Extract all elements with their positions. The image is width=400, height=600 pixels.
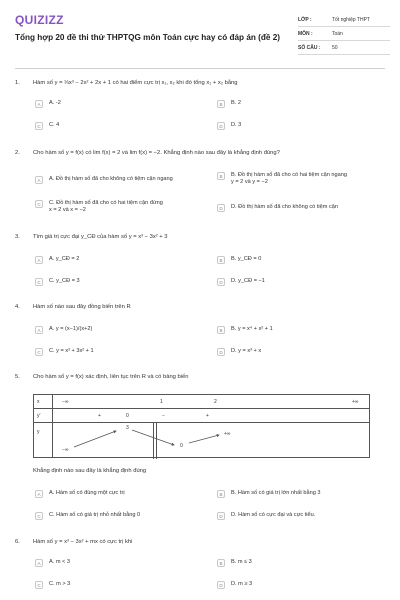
meta-key: MÔN : bbox=[298, 30, 313, 37]
option-b[interactable] bbox=[217, 256, 261, 264]
option-letter: C bbox=[35, 512, 43, 520]
option-d[interactable] bbox=[217, 278, 265, 286]
option-letter: B bbox=[217, 326, 225, 334]
option-text: C. m > 3 bbox=[49, 581, 71, 587]
option-text: A. -2 bbox=[49, 100, 61, 106]
table-y-value: +∞ bbox=[224, 431, 231, 437]
table-x-value: +∞ bbox=[352, 399, 359, 405]
option-text: D. y = x³ + x bbox=[231, 348, 262, 354]
question-text: Hàm số y = x³ − 3x² + mx có cực trị khi bbox=[33, 539, 133, 545]
option-text: C. 4 bbox=[49, 122, 60, 128]
option-letter: B bbox=[217, 256, 225, 264]
question-text: Tìm giá trị cực đại y_CĐ của hàm số y = x³ − 3x² + 3 bbox=[33, 234, 168, 240]
table-y-value: −∞ bbox=[62, 447, 69, 453]
option-b[interactable] bbox=[217, 490, 321, 498]
option-text bbox=[231, 172, 347, 186]
option-a[interactable] bbox=[35, 100, 61, 108]
option-text: C. y = x³ + 3x² + 1 bbox=[49, 348, 94, 354]
option-text: D. y_CĐ = −1 bbox=[231, 278, 265, 284]
option-text: A. y_CĐ = 2 bbox=[49, 256, 80, 262]
arrow-increase bbox=[74, 431, 116, 447]
option-text-line: x = 2 và x = −2 bbox=[49, 207, 86, 213]
meta-table bbox=[298, 13, 390, 55]
table-sign: 0 bbox=[126, 413, 129, 419]
option-c[interactable] bbox=[35, 200, 163, 214]
table-label-x: x bbox=[37, 399, 40, 405]
option-letter: C bbox=[35, 278, 43, 286]
table-x-value: 1 bbox=[160, 399, 163, 405]
option-text: B. 2 bbox=[231, 100, 241, 106]
question-number: 1. bbox=[15, 80, 20, 86]
option-text: C. y_CĐ = 3 bbox=[49, 278, 80, 284]
meta-key: LỚP : bbox=[298, 16, 312, 23]
option-a[interactable] bbox=[35, 326, 92, 334]
option-b[interactable] bbox=[217, 100, 241, 108]
meta-value: Toán bbox=[332, 30, 343, 37]
option-d[interactable] bbox=[217, 122, 241, 130]
meta-row-count bbox=[298, 41, 390, 55]
option-text-line: C. Đồ thị hàm số đã cho có hai tiệm cận đứng bbox=[49, 200, 163, 206]
question-number: 6. bbox=[15, 539, 20, 545]
option-letter: A bbox=[35, 100, 43, 108]
option-letter: C bbox=[35, 348, 43, 356]
option-text: A. m < 3 bbox=[49, 559, 70, 565]
question-text: Hàm số y = ⅓x³ − 2x² + 2x + 1 có hai điểm cực trị x₁, x₂ khi đó tổng x₁ + x₂ bằng bbox=[33, 80, 238, 86]
question-text: Hàm số nào sau đây đồng biến trên R bbox=[33, 304, 131, 310]
option-letter: A bbox=[35, 176, 43, 184]
option-letter: D bbox=[217, 512, 225, 520]
meta-row-grade bbox=[298, 13, 390, 27]
table-y-value: 0 bbox=[180, 443, 183, 449]
option-text: A. y = (x−1)/(x+2) bbox=[49, 326, 93, 332]
arrow-increase bbox=[189, 435, 219, 443]
option-letter: D bbox=[217, 581, 225, 589]
table-sign: − bbox=[162, 413, 165, 419]
variation-arrows bbox=[34, 395, 369, 457]
option-text-line: y = 2 và y = −2 bbox=[231, 179, 268, 185]
question-text: Cho hàm số y = f(x) có lim f(x) = 2 và lim f(x) = −2. Khẳng định nào sau đây là khẳng định đúng? bbox=[33, 150, 280, 156]
question-number: 3. bbox=[15, 234, 20, 240]
meta-value: Tốt nghiệp THPT bbox=[332, 16, 370, 23]
quizizz-logo: QUIZIZZ bbox=[15, 13, 64, 27]
option-text: D. 3 bbox=[231, 122, 242, 128]
option-text: B. Hàm số có giá trị lớn nhất bằng 3 bbox=[231, 490, 321, 496]
question-number: 4. bbox=[15, 304, 20, 310]
option-b[interactable] bbox=[217, 326, 273, 334]
option-letter: B bbox=[217, 559, 225, 567]
option-text: C. Hàm số có giá trị nhỏ nhất bằng 0 bbox=[49, 512, 141, 518]
option-b[interactable] bbox=[217, 559, 252, 567]
document-title: Tổng hợp 20 đề thi thử THPTQG môn Toán cực hay có đáp án (đề 2) bbox=[15, 33, 280, 42]
option-c[interactable] bbox=[35, 512, 140, 520]
question-text: Khẳng định nào sau đây là khẳng định đúng bbox=[33, 468, 147, 474]
option-b[interactable] bbox=[217, 172, 347, 186]
option-letter: C bbox=[35, 581, 43, 589]
question-number: 2. bbox=[15, 150, 20, 156]
option-c[interactable] bbox=[35, 348, 94, 356]
option-text: B. y = x⁴ + x² + 1 bbox=[231, 326, 273, 332]
option-a[interactable] bbox=[35, 559, 70, 567]
question-text: Cho hàm số y = f(x) xác định, liên tục trên R và có bảng biến bbox=[33, 374, 189, 380]
option-letter: A bbox=[35, 559, 43, 567]
option-text: D. m ≥ 3 bbox=[231, 581, 253, 587]
option-letter: A bbox=[35, 256, 43, 264]
option-c[interactable] bbox=[35, 122, 59, 130]
option-text: D. Đồ thị hàm số đã cho không có tiệm cận bbox=[231, 204, 338, 210]
option-letter: D bbox=[217, 204, 225, 212]
option-text-line: B. Đồ thị hàm số đã cho có hai tiệm cận ngang bbox=[231, 172, 347, 178]
option-letter: A bbox=[35, 490, 43, 498]
option-a[interactable] bbox=[35, 176, 173, 184]
option-text: D. Hàm số có cực đại và cực tiểu. bbox=[231, 512, 316, 518]
table-label-y: y bbox=[37, 429, 40, 435]
option-letter: D bbox=[217, 278, 225, 286]
option-d[interactable] bbox=[217, 512, 315, 520]
table-sign: + bbox=[206, 413, 209, 419]
document-header bbox=[0, 0, 400, 64]
option-letter: B bbox=[217, 490, 225, 498]
header-divider bbox=[15, 68, 385, 69]
option-c[interactable] bbox=[35, 278, 80, 286]
option-letter: D bbox=[217, 122, 225, 130]
option-c[interactable] bbox=[35, 581, 70, 589]
option-d[interactable] bbox=[217, 348, 261, 356]
meta-row-subject bbox=[298, 27, 390, 41]
option-letter: D bbox=[217, 348, 225, 356]
table-x-value: −∞ bbox=[62, 399, 69, 405]
option-d[interactable] bbox=[217, 204, 338, 212]
table-x-value: 2 bbox=[214, 399, 217, 405]
option-letter: B bbox=[217, 172, 225, 180]
option-text: B. y_CĐ = 0 bbox=[231, 256, 262, 262]
option-text: B. m ≤ 3 bbox=[231, 559, 252, 565]
option-a[interactable] bbox=[35, 256, 79, 264]
option-a[interactable] bbox=[35, 490, 125, 498]
table-label-yprime: y' bbox=[37, 413, 41, 419]
option-letter: B bbox=[217, 100, 225, 108]
table-y-value: 3 bbox=[126, 425, 129, 431]
option-letter: A bbox=[35, 326, 43, 334]
question-number: 5. bbox=[15, 374, 20, 380]
option-d[interactable] bbox=[217, 581, 252, 589]
option-text bbox=[49, 200, 163, 214]
option-letter: C bbox=[35, 122, 43, 130]
table-sign: + bbox=[98, 413, 101, 419]
variation-table bbox=[33, 394, 370, 458]
meta-value: 50 bbox=[332, 44, 338, 51]
option-letter: C bbox=[35, 200, 43, 208]
meta-key: SỐ CÂU : bbox=[298, 44, 321, 51]
option-text: A. Đồ thị hàm số đã cho không có tiệm cận ngang bbox=[49, 176, 173, 182]
option-text: A. Hàm số có đúng một cực trị bbox=[49, 490, 125, 496]
arrow-decrease bbox=[132, 430, 174, 445]
